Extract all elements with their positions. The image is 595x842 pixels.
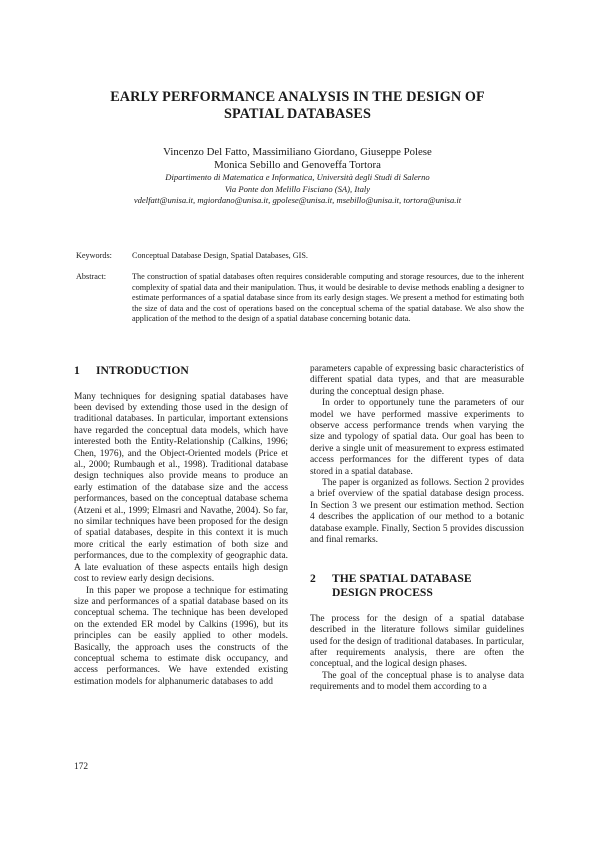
- section-2-title-line-1: THE SPATIAL DATABASE: [332, 571, 472, 585]
- right-column: [310, 364, 524, 694]
- keywords-text: Conceptual Database Design, Spatial Databases, GIS.: [132, 251, 308, 260]
- affiliation-line-1: Dipartimento di Matematica e Informatica, Università degli Studi di Salerno: [165, 172, 430, 182]
- intro-paragraph-5: The paper is organized as follows. Section 2 provides a brief overview of the spatial database design process. In Section 3 we present our estimation method. Section 4 describes the application of our method to a botanic database example. Finally, Section 5 provides discussion and final remarks.: [310, 478, 524, 546]
- paper-title: [80, 89, 515, 123]
- affiliation-line-2: Via Ponte don Melillo Fisciano (SA), Italy: [224, 183, 371, 194]
- section-1-number: 1: [74, 364, 80, 377]
- section-1-heading: [74, 364, 288, 379]
- abstract-label: Abstract:: [76, 272, 107, 281]
- paper-title-line-2: SPATIAL DATABASES: [224, 106, 371, 122]
- left-column: [74, 364, 288, 688]
- intro-paragraph-1: Many techniques for designing spatial databases have been devised by extending those used in the design of traditional databases. In particular, important extensions have regarded the conceptual data models, which have interested both the Entity-Relationship (Calkins, 1996; Chen, 1976), and the Object-Oriented models (Price et al., 2000; Rumbaugh et al., 1998). Traditional database design techniques also provide means to produce an early estimation of the database size and the access performances, based on the conceptual database schema (Atzeni et al., 1999; Elmasri and Navathe, 2004). So far, no similar techniques have been proposed for the design of spatial databases, despite in this context it is much more critical the early estimation of both size and performances, due to the complexity of geographic data. A late evaluation of these aspects entails high design cost to review early design decisions.: [74, 391, 288, 585]
- intro-paragraph-2: In this paper we propose a technique for estimating size and performances of a spatial database based on its conceptual schema. The technique has been developed on the extended ER model by Calkins (1996), but its principles can be easily applied to other models. Basically, the approach uses the constructs of the conceptual schema to estimate disk occupancy, and access performances. We have extended existing estimation models for alphanumeric databases to add: [74, 585, 288, 687]
- authors-line-2: Monica Sebillo and Genoveffa Tortora: [214, 159, 381, 171]
- section-2-heading: [310, 572, 524, 601]
- section-2-paragraph-1: The process for the design of a spatial database described in the literature follows similar guidelines used for the design of traditional databases. In particular, after requirements analysis, there are often the conceptual, and the logical design phases.: [310, 613, 524, 670]
- intro-paragraph-3: parameters capable of expressing basic characteristics of different spatial data types, and that are measurable during the conceptual design phase.: [310, 364, 524, 397]
- keywords-label: Keywords:: [76, 251, 112, 260]
- section-2-number: 2: [310, 571, 316, 585]
- author-block: [60, 146, 535, 172]
- page-number: 172: [74, 762, 89, 772]
- paper-title-line-1: EARLY PERFORMANCE ANALYSIS IN THE DESIGN OF: [110, 89, 485, 105]
- section-2-title-line-2: DESIGN PROCESS: [332, 586, 433, 600]
- section-1-title: INTRODUCTION: [96, 364, 189, 377]
- abstract-text: The construction of spatial databases often requires considerable computing and storage resources, due to the inherent complexity of spatial data and their manipulation. Thus, it would be desirable to devise methods enabling a designer to estimate performances of a spatial database since from its early design stages. We present a method for estimating both the size of data and the cost of operations based on the conceptual schema of the spatial database. We also show the application of the method to the design of a spatial database concerning botanic data.: [132, 272, 524, 324]
- intro-paragraph-4: In order to opportunely tune the parameters of our model we have performed massive experiments to observe access performance trends when varying the size and typology of spatial data. Our goal has been to derive a single unit of measurement to express estimated access performances for the different types of data stored in a spatial database.: [310, 398, 524, 477]
- affiliation-block: [40, 172, 555, 207]
- author-emails: vdelfatt@unisa.it, mgiordano@unisa.it, gpolese@unisa.it, msebillo@unisa.it, tortora@unisa.it: [133, 195, 462, 206]
- section-2-title: [332, 572, 472, 601]
- section-2-paragraph-2: The goal of the conceptual phase is to analyse data requirements and to model them according to a: [310, 670, 524, 693]
- authors-line-1: Vincenzo Del Fatto, Massimiliano Giordano, Giuseppe Polese: [163, 146, 432, 158]
